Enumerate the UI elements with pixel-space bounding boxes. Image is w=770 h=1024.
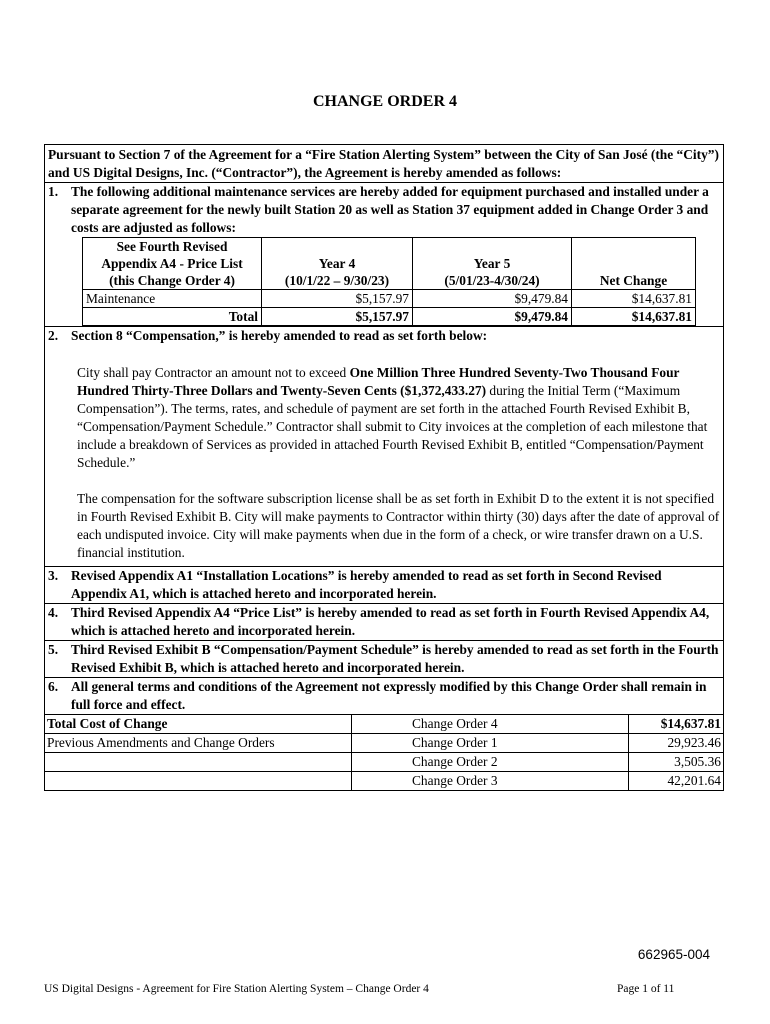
section-text: Third Revised Exhibit B “Compensation/Payment Schedule” is hereby amended to read as set forth in the Fourth Revised Exhibit B, which is attached hereto and incorporated herein. <box>71 642 719 675</box>
total-row <box>83 308 696 326</box>
cost-label: Previous Amendments and Change Orders <box>45 734 352 753</box>
total-year4: $5,157.97 <box>262 308 413 326</box>
price-table-header <box>83 238 696 290</box>
change-order-body <box>44 144 724 714</box>
table-row <box>45 734 724 753</box>
cost-label <box>45 772 352 791</box>
section-1 <box>45 183 723 327</box>
section-2 <box>45 327 723 567</box>
row-label: Maintenance <box>83 290 262 308</box>
section-number: 4. <box>48 605 59 620</box>
cost-order: Change Order 3 <box>352 772 629 791</box>
section-number: 5. <box>48 642 59 657</box>
header-year5: Year 5 (5/01/23-4/30/24) <box>413 238 572 290</box>
compensation-paragraph-2: The compensation for the software subscription license shall be as set forth in Exhibit D to the extent it is not specified in Fourth Revised Exhibit B. City will make payments to Contractor within thirty (30) days after the date of approval of each undisputed invoice. City will make payments when due in the form of a check, or wire transfer drawn on a U.S. financial institution. <box>77 491 720 560</box>
table-row <box>83 290 696 308</box>
header-appendix: See Fourth Revised Appendix A4 - Price List (this Change Order 4) <box>83 238 262 290</box>
section-number: 3. <box>48 568 59 583</box>
page-title: CHANGE ORDER 4 <box>312 93 457 110</box>
section-text: The following additional maintenance services are hereby added for equipment purchased and installed under a separate agreement for the newly built Station 20 as well as Station 37 equipment added in Change Order 3 and costs are adjusted as follows: <box>71 184 709 235</box>
intro-paragraph: Pursuant to Section 7 of the Agreement for a “Fire Station Alerting System” between the City of San José (the “City”) and US Digital Designs, Inc. (“Contractor”), the Agreement is hereby amended as follows: <box>45 145 723 183</box>
section-text: Section 8 “Compensation,” is hereby amended to read as set forth below: <box>71 328 488 343</box>
section-number: 2. <box>48 328 59 343</box>
cost-amount: $14,637.81 <box>629 715 724 734</box>
document-number: 662965-004 <box>637 947 710 962</box>
footer-title: US Digital Designs - Agreement for Fire Station Alerting System – Change Order 4 <box>44 983 429 995</box>
cost-table <box>44 714 724 791</box>
row-year5: $9,479.84 <box>413 290 572 308</box>
cost-order: Change Order 4 <box>352 715 629 734</box>
table-row <box>45 753 724 772</box>
row-net: $14,637.81 <box>572 290 696 308</box>
total-year5: $9,479.84 <box>413 308 572 326</box>
price-table <box>82 237 696 326</box>
cost-amount: 3,505.36 <box>629 753 724 772</box>
section-number: 1. <box>48 184 59 199</box>
cost-amount: 29,923.46 <box>629 734 724 753</box>
table-row <box>45 772 724 791</box>
cost-label <box>45 753 352 772</box>
section-4 <box>45 604 723 641</box>
compensation-paragraph-1: City shall pay Contractor an amount not to exceed One Million Three Hundred Seventy-Two Thousand Four Hundred Thirty-Three Dollars and Twenty-Seven Cents ($1,372,433.27) during the Initial Term (“Maximum Compensation”). The terms, rates, and schedule of payment are set forth in the attached Fourth Revised Exhibit B, “Compensation/Payment Schedule.” Contractor shall submit to City invoices at the completion of each milestone that include a breakdown of Services as provided in attached Fourth Revised Exhibit B, entitled “Compensation/Payment Schedule.” <box>77 365 708 470</box>
section-3 <box>45 567 723 604</box>
section-6 <box>45 678 723 714</box>
cost-label: Total Cost of Change <box>45 715 352 734</box>
section-text: All general terms and conditions of the Agreement not expressly modified by this Change Order shall remain in full force and effect. <box>71 679 707 712</box>
section-text: Third Revised Appendix A4 “Price List” is hereby amended to read as set forth in Fourth Revised Appendix A4, which is attached hereto and incorporated herein. <box>71 605 710 638</box>
page-number: Page 1 of 11 <box>617 983 675 995</box>
cost-order: Change Order 1 <box>352 734 629 753</box>
section-number: 6. <box>48 679 59 694</box>
cost-amount: 42,201.64 <box>629 772 724 791</box>
row-year4: $5,157.97 <box>262 290 413 308</box>
table-row <box>45 715 724 734</box>
header-net-change: Net Change <box>572 238 696 290</box>
total-net: $14,637.81 <box>572 308 696 326</box>
section-5 <box>45 641 723 678</box>
total-label: Total <box>83 308 262 326</box>
compensation-text <box>48 345 720 566</box>
section-text: Revised Appendix A1 “Installation Locations” is hereby amended to read as set forth in Second Revised Appendix A1, which is attached hereto and incorporated herein. <box>71 568 662 601</box>
cost-order: Change Order 2 <box>352 753 629 772</box>
header-year4: Year 4 (10/1/22 – 9/30/23) <box>262 238 413 290</box>
